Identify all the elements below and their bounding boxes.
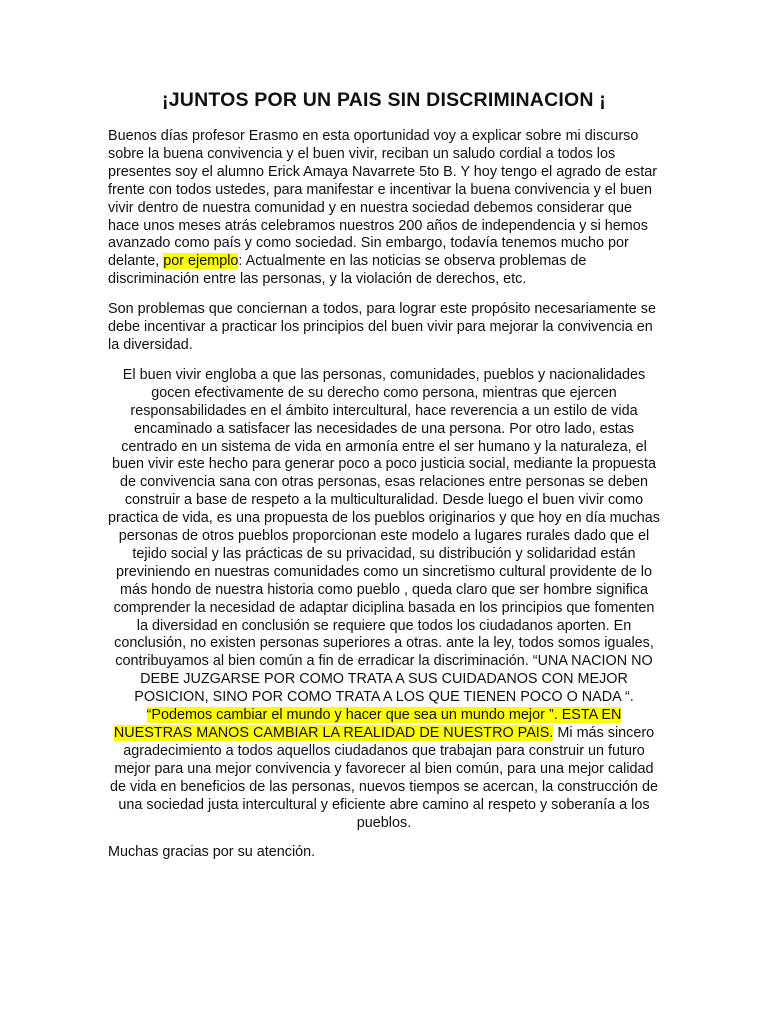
paragraph-intro-text-before: Buenos días profesor Erasmo en esta oportunidad voy a explicar sobre mi discurso sobre la buena convivencia y el buen vivir, reciban un saludo cordial a todos los presentes soy el alumno Erick Amaya Navarrete 5to B. Y hoy tengo el agrado de estar frente con todos ustedes, para manifestar e incentivar la buena convivencia y el buen vivir dentro de nuestra comunidad y en nuestra sociedad debemos considerar que hace unos meses atrás celebramos nuestros 200 años de independencia y si hemos avanzado como país y como sociedad. Sin embargo, todavía tenemos mucho por delante, xyxy=(108,128,658,270)
paragraph-buen-vivir-highlight: “Podemos cambiar el mundo y hacer que sea un mundo mejor ”. ESTA EN NUESTRAS MANOS CAMBIAR LA REALIDAD DE NUESTRO PAIS. xyxy=(113,707,622,741)
closing-line: Muchas gracias por su atención. xyxy=(108,844,316,861)
paragraph-problems: Son problemas que conciernan a todos, para lograr este propósito necesariamente se debe incentivar a practicar los principios del buen vivir para mejorar la convivencia en la diversidad. xyxy=(108,301,656,353)
document-title: ¡JUNTOS POR UN PAIS SIN DISCRIMINACION ¡ xyxy=(162,89,606,111)
document-page xyxy=(108,88,660,874)
paragraph-buen-vivir-text-before: El buen vivir engloba a que las personas, comunidades, pueblos y nacionalidades gocen efectivamente de su derecho como persona, mientras que ejercen responsabilidades en el ámbito intercultural, hace reverencia a un estilo de vida encaminado a satisfacer las necesidades de una persona. Por otro lado, estas centrado en un sistema de vida en armonía entre el ser humano y la naturaleza, el buen vivir este hecho para generar poco a poco justicia social, mediante la propuesta de convivencia sana con otras personas, esas relaciones entre personas se deben construir a base de respeto a la multiculturalidad. Desde luego el buen vivir como practica de vida, es una propuesta de los pueblos originarios y que hoy en día muchas personas de otros pueblos proporcionan este modelo a lugares rurales dado que el tejido social y las prácticas de su privacidad, su distribución y solidaridad están previniendo en nuestras comunidades como un sincretismo cultural providente de lo más hondo de nuestra historia como pueblo , queda claro que ser hombre significa comprender la necesidad de adaptar diciplina basada en los principios que fomenten la diversidad en conclusión se requiere que todos los ciudadanos aporten. En conclusión, no existen personas superiores a otras. ante la ley, todos somos iguales, contribuyamos al bien común a fin de erradicar la discriminación. “UNA NACION NO DEBE JUZGARSE POR COMO TRATA A SUS CUIDADANOS CON MEJOR POSICION, SINO POR COMO TRATA A LOS QUE TIENEN POCO O NADA “. xyxy=(108,366,660,706)
paragraph-buen-vivir xyxy=(108,367,660,833)
paragraph-buen-vivir-text-after: Mi más sincero agradecimiento a todos aquellos ciudadanos que trabajan para construir un futuro mejor para una mejor convivencia y favorecer al bien común, para una mejor calidad de vida en beneficios de las personas, nuevos tiempos se acercan, la construcción de una sociedad justa intercultural y eficiente abre camino al respeto y soberanía a los pueblos. xyxy=(110,725,658,831)
paragraph-intro-text-after: : Actualmente en las noticias se observa problemas de discriminación entre las personas, y la violación de derechos, etc. xyxy=(108,253,587,288)
paragraph-intro xyxy=(108,128,660,289)
paragraph-intro-highlight: por ejemplo xyxy=(163,253,239,270)
